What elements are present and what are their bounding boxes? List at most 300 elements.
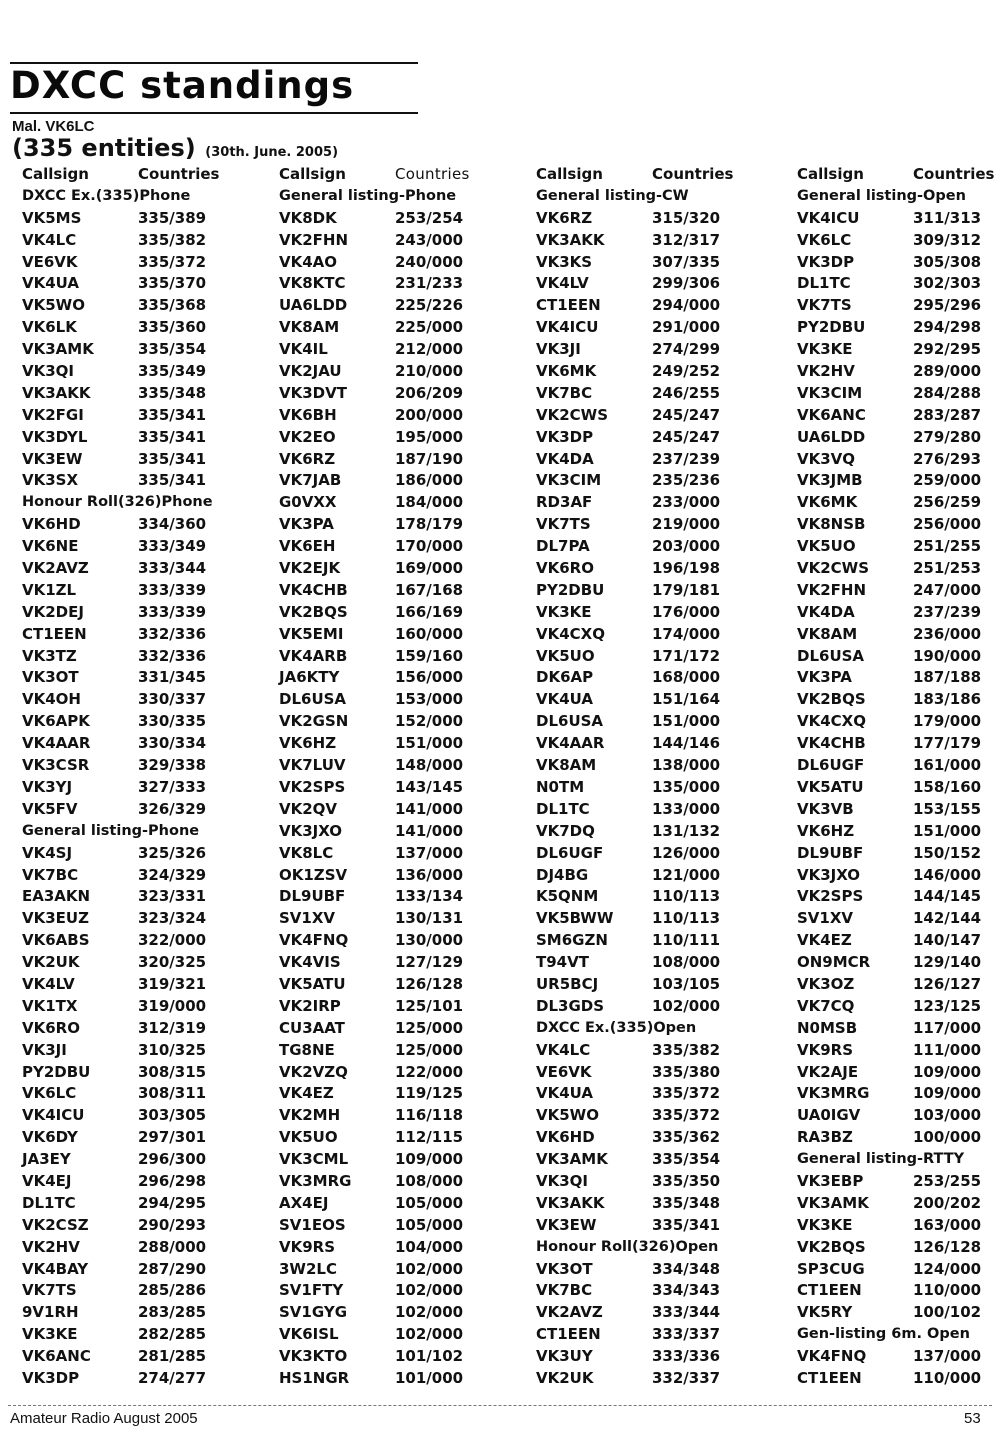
countries-cell: 335/349 <box>138 362 207 381</box>
countries-cell: 102/000 <box>395 1259 464 1278</box>
header-countries: Countries <box>395 165 470 183</box>
countries-cell: 133/000 <box>652 799 721 818</box>
callsign-cell: VK3DP <box>22 1368 80 1387</box>
table-row <box>536 1302 766 1324</box>
table-row <box>797 755 1000 777</box>
section-title: General listing-RTTY <box>797 1151 965 1168</box>
table-row <box>279 1346 509 1368</box>
table-row <box>279 1018 509 1040</box>
callsign-cell: VK3DP <box>536 427 594 446</box>
countries-cell: 141/000 <box>395 799 464 818</box>
table-row <box>797 1346 1000 1368</box>
countries-cell: 190/000 <box>913 646 982 665</box>
table-row <box>22 996 252 1018</box>
callsign-cell: VK6RZ <box>536 208 593 227</box>
footer-rule <box>8 1405 992 1406</box>
callsign-cell: VK8AM <box>536 756 597 775</box>
callsign-cell: VK5WO <box>536 1106 599 1125</box>
table-row <box>797 733 1000 755</box>
countries-cell: 151/164 <box>652 690 721 709</box>
table-row <box>797 1368 1000 1390</box>
table-row <box>536 1149 766 1171</box>
callsign-cell: VK8NSB <box>797 515 866 534</box>
countries-cell: 151/000 <box>395 734 464 753</box>
table-row <box>536 886 766 908</box>
callsign-cell: VK3KS <box>536 252 593 271</box>
table-row <box>536 908 766 930</box>
callsign-cell: VK5MS <box>22 208 82 227</box>
callsign-cell: DL9UBF <box>797 843 864 862</box>
table-row <box>797 689 1000 711</box>
countries-cell: 138/000 <box>652 756 721 775</box>
callsign-cell: VK2CWS <box>797 559 870 578</box>
table-row <box>279 383 509 405</box>
table-row <box>536 1105 766 1127</box>
table-row <box>22 1149 252 1171</box>
callsign-cell: VK2VZQ <box>279 1062 348 1081</box>
callsign-cell: VK7CQ <box>797 996 855 1015</box>
table-row <box>22 1237 252 1259</box>
countries-cell: 245/247 <box>652 427 721 446</box>
countries-cell: 335/341 <box>138 427 207 446</box>
countries-cell: 294/298 <box>913 318 982 337</box>
table-row <box>279 974 509 996</box>
countries-cell: 109/000 <box>913 1084 982 1103</box>
callsign-cell: VK2HV <box>797 362 855 381</box>
countries-cell: 105/000 <box>395 1193 464 1212</box>
table-row <box>279 449 509 471</box>
countries-cell: 126/128 <box>395 974 464 993</box>
table-row <box>797 208 1000 230</box>
callsign-cell: VK3KTO <box>279 1347 348 1366</box>
countries-cell: 168/000 <box>652 668 721 687</box>
callsign-cell: VK4UA <box>22 274 79 293</box>
table-row <box>797 383 1000 405</box>
callsign-cell: VK4CXQ <box>536 624 605 643</box>
countries-cell: 335/341 <box>138 405 207 424</box>
countries-cell: 237/239 <box>652 449 721 468</box>
countries-cell: 233/000 <box>652 493 721 512</box>
callsign-cell: ON9MCR <box>797 953 871 972</box>
table-row <box>536 777 766 799</box>
countries-cell: 274/277 <box>138 1368 207 1387</box>
table-row <box>797 1193 1000 1215</box>
countries-cell: 127/129 <box>395 953 464 972</box>
callsign-cell: VK3JXO <box>797 865 861 884</box>
countries-cell: 153/155 <box>913 799 982 818</box>
countries-cell: 279/280 <box>913 427 982 446</box>
callsign-cell: VK3DYL <box>22 427 88 446</box>
countries-cell: 117/000 <box>913 1018 982 1037</box>
table-row <box>22 689 252 711</box>
countries-cell: 335/350 <box>652 1171 721 1190</box>
callsign-cell: VK3KE <box>536 602 592 621</box>
callsign-cell: VK6HZ <box>279 734 337 753</box>
table-row <box>536 646 766 668</box>
countries-cell: 333/336 <box>652 1347 721 1366</box>
callsign-cell: VK3TZ <box>22 646 77 665</box>
table-row <box>536 295 766 317</box>
table-row <box>22 1368 252 1390</box>
countries-cell: 210/000 <box>395 362 464 381</box>
table-row <box>797 886 1000 908</box>
table-row <box>797 492 1000 514</box>
table-row <box>22 843 252 865</box>
table-row <box>22 777 252 799</box>
entities-date: (30th. June. 2005) <box>205 145 339 160</box>
countries-cell: 247/000 <box>913 580 982 599</box>
countries-cell: 160/000 <box>395 624 464 643</box>
callsign-cell: VK4FNQ <box>797 1347 867 1366</box>
countries-cell: 123/125 <box>913 996 982 1015</box>
table-row <box>797 667 1000 689</box>
countries-cell: 259/000 <box>913 471 982 490</box>
table-row <box>797 317 1000 339</box>
countries-cell: 144/145 <box>913 887 982 906</box>
countries-cell: 283/285 <box>138 1303 207 1322</box>
countries-cell: 326/329 <box>138 799 207 818</box>
table-row <box>536 317 766 339</box>
table-row <box>797 470 1000 492</box>
countries-cell: 170/000 <box>395 537 464 556</box>
countries-cell: 187/188 <box>913 668 982 687</box>
callsign-cell: VK6HD <box>536 1128 595 1147</box>
table-row <box>536 383 766 405</box>
table-row <box>536 273 766 295</box>
countries-cell: 235/236 <box>652 471 721 490</box>
countries-cell: 302/303 <box>913 274 982 293</box>
countries-cell: 324/329 <box>138 865 207 884</box>
callsign-cell: UA0IGV <box>797 1106 861 1125</box>
section-title: Gen-listing 6m. Open <box>797 1326 970 1343</box>
callsign-cell: VK3AMK <box>797 1193 869 1212</box>
callsign-cell: DL7PA <box>536 537 590 556</box>
table-row <box>279 1040 509 1062</box>
countries-cell: 310/325 <box>138 1040 207 1059</box>
countries-cell: 308/315 <box>138 1062 207 1081</box>
callsign-cell: HS1NGR <box>279 1368 350 1387</box>
callsign-cell: SV1XV <box>279 909 336 928</box>
table-row <box>22 602 252 624</box>
countries-cell: 335/360 <box>138 318 207 337</box>
countries-cell: 335/362 <box>652 1128 721 1147</box>
section-title: DXCC Ex.(335)Phone <box>22 187 191 204</box>
countries-cell: 294/295 <box>138 1193 207 1212</box>
table-row <box>797 930 1000 952</box>
table-row <box>279 930 509 952</box>
table-row <box>22 1040 252 1062</box>
callsign-cell: VK3OT <box>536 1259 593 1278</box>
countries-cell: 103/105 <box>652 974 721 993</box>
countries-cell: 299/306 <box>652 274 721 293</box>
table-row <box>279 1215 509 1237</box>
table-row <box>279 1237 509 1259</box>
table-row <box>797 1259 1000 1281</box>
callsign-cell: VK7LUV <box>279 756 346 775</box>
countries-cell: 141/000 <box>395 821 464 840</box>
callsign-cell: VK6EH <box>279 537 336 556</box>
callsign-cell: VK3EW <box>536 1215 597 1234</box>
countries-cell: 245/247 <box>652 405 721 424</box>
callsign-cell: CT1EEN <box>536 296 601 315</box>
table-row <box>797 1018 1000 1040</box>
callsign-cell: VK8KTC <box>279 274 346 293</box>
section-title: Honour Roll(326)Phone <box>22 494 213 511</box>
table-row <box>536 711 766 733</box>
countries-cell: 148/000 <box>395 756 464 775</box>
callsign-cell: VK3EW <box>22 449 83 468</box>
callsign-cell: VK6RO <box>536 559 594 578</box>
table-row <box>22 1259 252 1281</box>
countries-cell: 171/172 <box>652 646 721 665</box>
table-row <box>797 580 1000 602</box>
countries-cell: 236/000 <box>913 624 982 643</box>
table-row <box>279 1127 509 1149</box>
column-2 <box>279 164 509 1390</box>
table-row <box>536 1127 766 1149</box>
callsign-cell: PY2DBU <box>536 580 605 599</box>
countries-cell: 174/000 <box>652 624 721 643</box>
callsign-cell: VK3QI <box>536 1171 589 1190</box>
table-row <box>536 1259 766 1281</box>
callsign-cell: VK4UA <box>536 690 593 709</box>
countries-cell: 231/233 <box>395 274 464 293</box>
countries-cell: 335/341 <box>138 449 207 468</box>
callsign-cell: DK6AP <box>536 668 594 687</box>
countries-cell: 335/348 <box>652 1193 721 1212</box>
column-header <box>22 164 252 186</box>
countries-cell: 335/380 <box>652 1062 721 1081</box>
countries-cell: 166/169 <box>395 602 464 621</box>
table-row <box>797 514 1000 536</box>
callsign-cell: VK2UK <box>22 953 80 972</box>
callsign-cell: VK6LC <box>797 230 852 249</box>
callsign-cell: VK2FGI <box>22 405 84 424</box>
callsign-cell: VK2CWS <box>536 405 609 424</box>
table-row <box>536 1215 766 1237</box>
table-row <box>22 886 252 908</box>
countries-cell: 312/319 <box>138 1018 207 1037</box>
countries-cell: 161/000 <box>913 756 982 775</box>
callsign-cell: VE6VK <box>536 1062 592 1081</box>
countries-cell: 102/000 <box>395 1303 464 1322</box>
countries-cell: 319/321 <box>138 974 207 993</box>
callsign-cell: SV1GYG <box>279 1303 348 1322</box>
table-row <box>536 865 766 887</box>
countries-cell: 124/000 <box>913 1259 982 1278</box>
callsign-cell: VK3DP <box>797 252 855 271</box>
countries-cell: 333/344 <box>652 1303 721 1322</box>
table-row <box>536 996 766 1018</box>
callsign-cell: VK3KE <box>797 340 853 359</box>
callsign-cell: VK7BC <box>536 1281 593 1300</box>
table-row <box>536 230 766 252</box>
table-row <box>22 252 252 274</box>
countries-cell: 281/285 <box>138 1347 207 1366</box>
table-row <box>22 361 252 383</box>
callsign-cell: VK5WO <box>22 296 85 315</box>
table-row <box>279 273 509 295</box>
table-row <box>797 1105 1000 1127</box>
section-heading <box>797 1149 1000 1171</box>
callsign-cell: VK6HZ <box>797 821 855 840</box>
countries-cell: 206/209 <box>395 383 464 402</box>
callsign-cell: TG8NE <box>279 1040 335 1059</box>
countries-cell: 308/311 <box>138 1084 207 1103</box>
callsign-cell: T94VT <box>536 953 589 972</box>
callsign-cell: VK8DK <box>279 208 337 227</box>
callsign-cell: VK5EMI <box>279 624 344 643</box>
table-row <box>22 733 252 755</box>
section-heading <box>536 1237 766 1259</box>
table-row <box>279 777 509 799</box>
section-heading <box>536 1018 766 1040</box>
table-row <box>22 1193 252 1215</box>
callsign-cell: VK9RS <box>797 1040 854 1059</box>
section-heading <box>536 186 766 208</box>
table-row <box>797 711 1000 733</box>
table-row <box>279 733 509 755</box>
countries-cell: 143/145 <box>395 777 464 796</box>
countries-cell: 335/368 <box>138 296 207 315</box>
countries-cell: 249/252 <box>652 362 721 381</box>
table-row <box>22 558 252 580</box>
table-row <box>279 339 509 361</box>
section-heading <box>279 186 509 208</box>
countries-cell: 333/349 <box>138 537 207 556</box>
callsign-cell: 9V1RH <box>22 1303 79 1322</box>
table-row <box>536 208 766 230</box>
countries-cell: 330/335 <box>138 712 207 731</box>
callsign-cell: VK3PA <box>797 668 852 687</box>
callsign-cell: SV1FTY <box>279 1281 344 1300</box>
callsign-cell: VK1TX <box>22 996 78 1015</box>
table-row <box>279 427 509 449</box>
countries-cell: 282/285 <box>138 1325 207 1344</box>
callsign-cell: VK3AKK <box>536 230 605 249</box>
countries-cell: 167/168 <box>395 580 464 599</box>
table-row <box>279 361 509 383</box>
callsign-cell: VK8AM <box>797 624 858 643</box>
table-row <box>22 1018 252 1040</box>
callsign-cell: VK3VQ <box>797 449 856 468</box>
countries-cell: 200/202 <box>913 1193 982 1212</box>
table-row <box>279 1259 509 1281</box>
callsign-cell: VK3KE <box>797 1215 853 1234</box>
countries-cell: 119/125 <box>395 1084 464 1103</box>
countries-cell: 153/000 <box>395 690 464 709</box>
countries-cell: 292/295 <box>913 340 982 359</box>
table-row <box>22 1215 252 1237</box>
callsign-cell: VK2AVZ <box>536 1303 603 1322</box>
callsign-cell: VK3CIM <box>797 383 863 402</box>
table-row <box>22 208 252 230</box>
countries-cell: 102/000 <box>395 1281 464 1300</box>
countries-cell: 256/000 <box>913 515 982 534</box>
section-title: DXCC Ex.(335)Open <box>536 1019 697 1036</box>
table-row <box>536 974 766 996</box>
callsign-cell: VK2DEJ <box>22 602 84 621</box>
table-row <box>22 580 252 602</box>
header-callsign: Callsign <box>279 165 346 183</box>
table-row <box>797 339 1000 361</box>
countries-cell: 150/152 <box>913 843 982 862</box>
table-row <box>279 492 509 514</box>
callsign-cell: VK2SPS <box>279 777 346 796</box>
countries-cell: 108/000 <box>652 953 721 972</box>
table-row <box>536 733 766 755</box>
table-row <box>797 1215 1000 1237</box>
table-row <box>22 470 252 492</box>
callsign-cell: VK3VB <box>797 799 854 818</box>
callsign-cell: VK2GSN <box>279 712 349 731</box>
countries-cell: 110/000 <box>913 1281 982 1300</box>
countries-cell: 295/296 <box>913 296 982 315</box>
callsign-cell: PY2DBU <box>797 318 866 337</box>
table-row <box>797 646 1000 668</box>
callsign-cell: SP3CUG <box>797 1259 865 1278</box>
callsign-cell: VK3JI <box>536 340 581 359</box>
table-row <box>797 1127 1000 1149</box>
callsign-cell: VK3SX <box>22 471 79 490</box>
callsign-cell: DL6UGF <box>536 843 604 862</box>
callsign-cell: VK4DA <box>536 449 594 468</box>
table-row <box>22 1105 252 1127</box>
countries-cell: 276/293 <box>913 449 982 468</box>
section-heading <box>797 186 1000 208</box>
callsign-cell: VK4UA <box>536 1084 593 1103</box>
table-row <box>797 361 1000 383</box>
callsign-cell: VK5UO <box>279 1128 338 1147</box>
callsign-cell: VK4LC <box>22 230 77 249</box>
table-row <box>797 602 1000 624</box>
table-row <box>797 952 1000 974</box>
callsign-cell: VK3OZ <box>797 974 855 993</box>
countries-cell: 225/226 <box>395 296 464 315</box>
callsign-cell: VK7JAB <box>279 471 342 490</box>
callsign-cell: VK2HV <box>22 1237 80 1256</box>
header-countries: Countries <box>652 165 734 183</box>
countries-cell: 329/338 <box>138 756 207 775</box>
header-callsign: Callsign <box>536 165 603 183</box>
countries-cell: 283/287 <box>913 405 982 424</box>
table-row <box>22 646 252 668</box>
callsign-cell: VK5FV <box>22 799 78 818</box>
callsign-cell: VK6MK <box>536 362 597 381</box>
callsign-cell: VK5RY <box>797 1303 853 1322</box>
callsign-cell: CT1EEN <box>797 1281 862 1300</box>
callsign-cell: VK6HD <box>22 515 81 534</box>
table-row <box>279 799 509 821</box>
section-title: General listing-Open <box>797 187 966 204</box>
callsign-cell: VK8LC <box>279 843 334 862</box>
callsign-cell: VK4FNQ <box>279 931 349 950</box>
callsign-cell: CU3AAT <box>279 1018 345 1037</box>
countries-cell: 237/239 <box>913 602 982 621</box>
countries-cell: 116/118 <box>395 1106 464 1125</box>
countries-cell: 311/313 <box>913 208 982 227</box>
table-row <box>279 1171 509 1193</box>
table-row <box>22 930 252 952</box>
callsign-cell: VK2EJK <box>279 559 341 578</box>
table-row <box>279 843 509 865</box>
table-row <box>279 1302 509 1324</box>
column-1 <box>22 164 252 1390</box>
callsign-cell: VK3JXO <box>279 821 343 840</box>
section-title: General listing-CW <box>536 187 689 204</box>
countries-cell: 251/253 <box>913 559 982 578</box>
table-row <box>22 514 252 536</box>
